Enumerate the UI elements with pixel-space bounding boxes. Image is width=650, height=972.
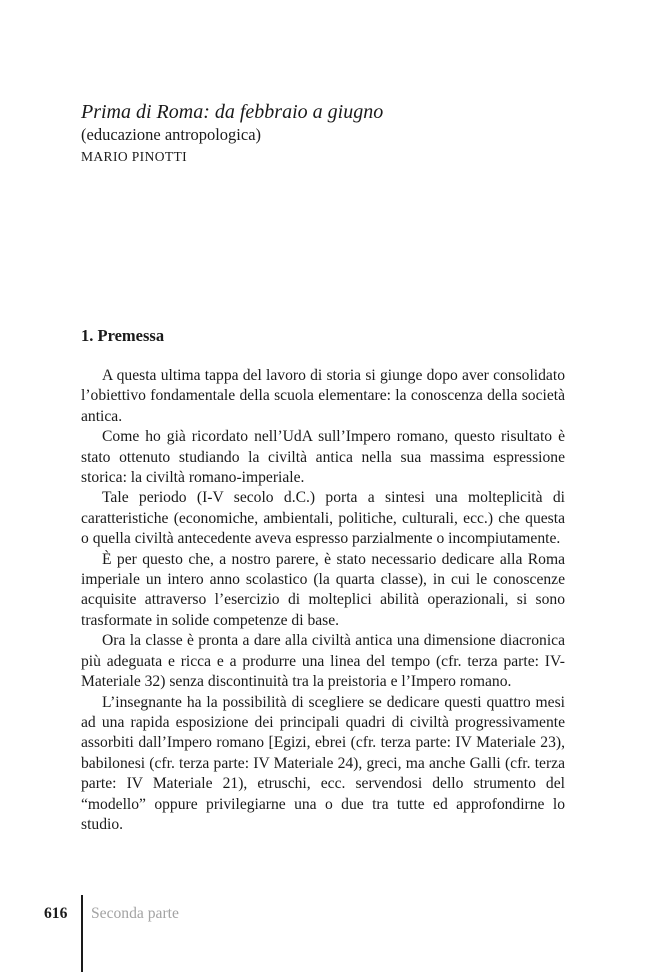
chapter-subtitle: (educazione antropologica) <box>81 125 262 144</box>
chapter-title: Prima di Roma: da febbraio a giugno <box>81 101 384 123</box>
body-text <box>81 366 565 835</box>
paragraph-1: A questa ultima tappa del lavoro di storia si giunge dopo aver consolidato l’obiettivo fondamentale della scuola elementare: la conoscenza della società antica. <box>81 367 565 425</box>
footer-divider <box>81 895 83 972</box>
paragraph-2: Come ho già ricordato nell’UdA sull’Impero romano, questo risultato è stato ottenuto studiando la civiltà antica nella sua massima espressione storica: la civiltà romano-imperiale. <box>81 428 565 487</box>
paragraph-4: È per questo che, a nostro parere, è stato necessario dedicare alla Roma imperiale un intero anno scolastico (la quarta classe), in cui le conoscenze acquisite attraverso l’esercizio di molteplici abilità operazionali, si sono trasformate in solide competenze di base. <box>81 550 565 629</box>
running-footer-part: Seconda parte <box>91 905 179 922</box>
chapter-author: MARIO PINOTTI <box>81 149 188 164</box>
section-heading: 1. Premessa <box>81 326 165 345</box>
paragraph-5: Ora la classe è pronta a dare alla civiltà antica una dimensione diacronica più adeguata e ricca e a produrre una linea del tempo (cfr. terza parte: IV- Materiale 32) senza discontinuità tra la preistoria e l’Impero romano. <box>81 632 565 691</box>
chapter-header <box>81 100 571 167</box>
paragraph-3: Tale periodo (I-V secolo d.C.) porta a sintesi una molteplicità di caratteristiche (economiche, ambientali, politiche, culturali, ecc.) che questa o quella civiltà antecedente aveva espresso parzialmente o incompiutamente. <box>81 489 565 548</box>
paragraph-6: L’insegnante ha la possibilità di scegliere se dedicare questi quattro mesi ad una rapida esposizione dei principali quadri di civiltà progressivamente assorbiti dall’Impero romano [Egizi, ebrei (cfr. terza parte: IV Materiale 23), babilonesi (cfr. terza parte: IV Materiale 24), greci, ma anche Galli (cfr. terza parte: IV Materiale 21), etruschi, ecc. servendosi dello strumento del “modello” oppure privilegiarne una o due tra tutte ed approfondirne lo studio. <box>81 693 565 833</box>
page-number: 616 <box>44 905 68 922</box>
